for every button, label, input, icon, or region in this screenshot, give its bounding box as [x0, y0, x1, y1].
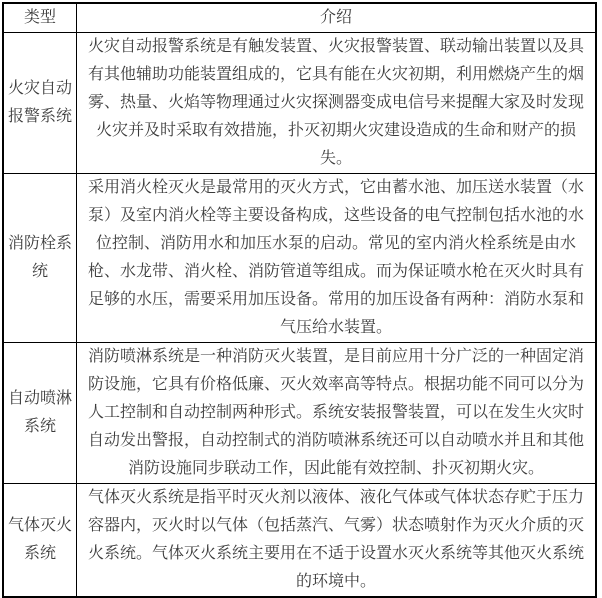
table-row [3, 343, 596, 484]
row-type-cell: 消防栓系统 [3, 174, 77, 343]
table-row [3, 174, 596, 343]
row-intro-cell: 气体灭火系统是指平时灭火剂以液体、液化气体或气体状态存贮于压力容器内，灭火时以气体（包括蒸汽、气雾）状态喷射作为灭火介质的灭火系统。气体灭火系统主要用在不适于设置水灭火系统等其他灭火系统的环境中。 [77, 484, 597, 598]
row-type-cell: 火灾自动报警系统 [3, 33, 77, 174]
row-type-cell: 气体灭火系统 [3, 484, 77, 598]
table-header-row [3, 3, 596, 33]
column-header-type: 类型 [3, 3, 77, 33]
page [0, 2, 602, 590]
row-intro-cell: 火灾自动报警系统是有触发装置、火灾报警装置、联动输出装置以及具有其他辅助功能装置组成的，它具有能在火灾初期，利用燃烧产生的烟雾、热量、火焰等物理通过火灾探测器变成电信号来提醒大家及时发现火灾并及时采取有效措施，扑灭初期火灾建设造成的生命和财产的损失。 [77, 33, 597, 174]
table-row [3, 484, 596, 598]
fire-systems-table [2, 2, 597, 598]
row-intro-cell: 消防喷淋系统是一种消防灭火装置，是目前应用十分广泛的一种固定消防设施，它具有价格低廉、灭火效率高等特点。根据功能不同可以分为人工控制和自动控制两种形式。系统安装报警装置，可以在发生火灾时自动发出警报，自动控制式的消防喷淋系统还可以自动喷水并且和其他消防设施同步联动工作，因此能有效控制、扑灭初期火灾。 [77, 343, 597, 484]
row-intro-cell: 采用消火栓灭火是最常用的灭火方式，它由蓄水池、加压送水装置（水泵）及室内消火栓等主要设备构成，这些设备的电气控制包括水池的水位控制、消防用水和加压水泵的启动。常见的室内消火栓系统是由水枪、水龙带、消火栓、消防管道等组成。而为保证喷水枪在灭火时具有足够的水压，需要采用加压设备。常用的加压设备有两种：消防水泵和气压给水装置。 [77, 174, 597, 343]
table-row [3, 33, 596, 174]
column-header-intro: 介绍 [77, 3, 597, 33]
row-type-cell: 自动喷淋系统 [3, 343, 77, 484]
